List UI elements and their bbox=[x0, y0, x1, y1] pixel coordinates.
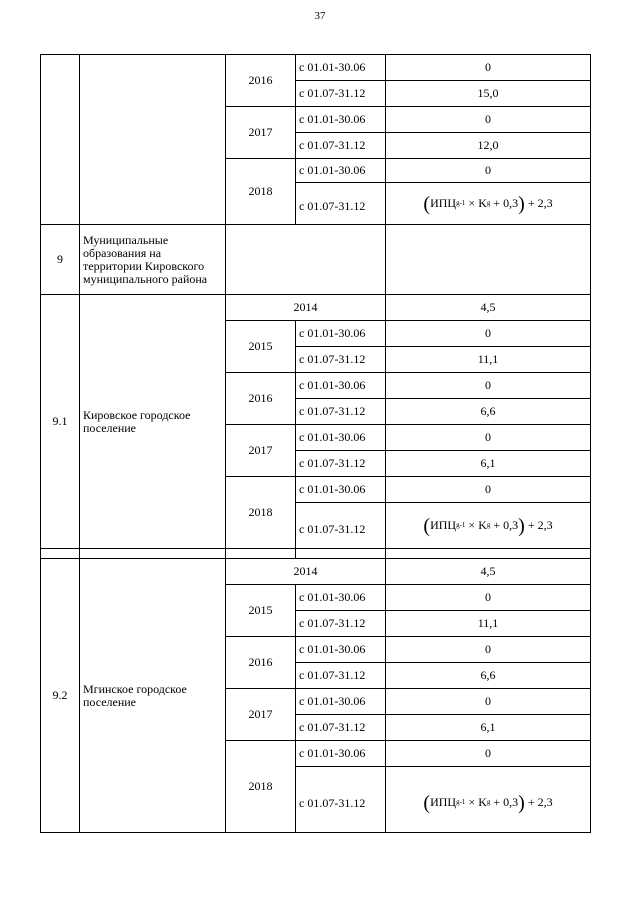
period-cell: с 01.01-30.06 bbox=[296, 477, 386, 503]
empty-cell bbox=[226, 549, 296, 559]
period-cell: с 01.07-31.12 bbox=[296, 81, 386, 107]
formula-plus: + 0,3 bbox=[493, 795, 519, 809]
name-cell bbox=[80, 55, 226, 225]
formula-cell bbox=[386, 767, 591, 833]
formula-ipc-sub: g-1 bbox=[456, 521, 466, 529]
value-cell: 6,1 bbox=[386, 715, 591, 741]
period-cell: с 01.07-31.12 bbox=[296, 451, 386, 477]
value-cell: 0 bbox=[386, 689, 591, 715]
period-cell: с 01.01-30.06 bbox=[296, 741, 386, 767]
period-cell: с 01.01-30.06 bbox=[296, 425, 386, 451]
empty-cell bbox=[296, 549, 386, 559]
period-cell: с 01.07-31.12 bbox=[296, 347, 386, 373]
page-number: 37 bbox=[314, 10, 326, 22]
tariff-table bbox=[40, 54, 591, 833]
value-cell: 11,1 bbox=[386, 347, 591, 373]
formula-times-k: × K bbox=[468, 795, 487, 809]
formula-times-k: × K bbox=[468, 518, 487, 532]
table-row bbox=[41, 559, 591, 585]
period-cell: с 01.01-30.06 bbox=[296, 321, 386, 347]
period-cell: с 01.07-31.12 bbox=[296, 663, 386, 689]
year-cell: 2014 bbox=[226, 559, 386, 585]
period-cell: с 01.07-31.12 bbox=[296, 133, 386, 159]
period-cell: с 01.01-30.06 bbox=[296, 585, 386, 611]
year-cell: 2014 bbox=[226, 295, 386, 321]
formula-k-sub: g bbox=[486, 798, 491, 806]
year-cell: 2015 bbox=[226, 321, 296, 373]
value-cell: 0 bbox=[386, 585, 591, 611]
value-cell: 4,5 bbox=[386, 559, 591, 585]
period-cell: с 01.01-30.06 bbox=[296, 159, 386, 183]
year-cell: 2016 bbox=[226, 373, 296, 425]
empty-cell bbox=[386, 225, 591, 295]
value-cell: 0 bbox=[386, 107, 591, 133]
value-cell: 12,0 bbox=[386, 133, 591, 159]
formula-tail: + 2,3 bbox=[527, 795, 553, 809]
period-cell: с 01.01-30.06 bbox=[296, 637, 386, 663]
value-cell: 15,0 bbox=[386, 81, 591, 107]
period-cell: с 01.07-31.12 bbox=[296, 767, 386, 833]
formula-cell bbox=[386, 183, 591, 225]
value-cell: 0 bbox=[386, 373, 591, 399]
spacer-row bbox=[41, 549, 591, 559]
num-cell bbox=[41, 55, 80, 225]
year-cell: 2016 bbox=[226, 55, 296, 107]
value-cell: 11,1 bbox=[386, 611, 591, 637]
value-cell: 0 bbox=[386, 321, 591, 347]
formula-times-k: × K bbox=[468, 196, 487, 210]
value-cell: 6,6 bbox=[386, 399, 591, 425]
section-name: Муниципальные образования на территории Кировского муниципального района bbox=[80, 225, 226, 295]
period-cell: с 01.07-31.12 bbox=[296, 399, 386, 425]
table-row bbox=[41, 295, 591, 321]
formula: ( ИПЦ g-1 × K g + 0,3 ) + 2,3 bbox=[423, 514, 553, 537]
formula-ipc: ИПЦ bbox=[430, 795, 457, 809]
value-cell: 0 bbox=[386, 55, 591, 81]
formula-k-sub: g bbox=[486, 521, 491, 529]
formula: ( ИПЦ g-1 × K g + 0,3 ) + 2,3 bbox=[423, 192, 553, 215]
period-cell: с 01.07-31.12 bbox=[296, 611, 386, 637]
formula-ipc: ИПЦ bbox=[430, 518, 457, 532]
value-cell: 0 bbox=[386, 741, 591, 767]
table-row bbox=[41, 225, 591, 295]
year-cell: 2018 bbox=[226, 159, 296, 225]
value-cell: 0 bbox=[386, 425, 591, 451]
period-cell: с 01.01-30.06 bbox=[296, 55, 386, 81]
empty-cell bbox=[226, 225, 386, 295]
year-cell: 2018 bbox=[226, 741, 296, 833]
period-cell: с 01.07-31.12 bbox=[296, 503, 386, 549]
value-cell: 4,5 bbox=[386, 295, 591, 321]
value-cell: 6,1 bbox=[386, 451, 591, 477]
year-cell: 2017 bbox=[226, 107, 296, 159]
formula-cell bbox=[386, 503, 591, 549]
formula: ( ИПЦ g-1 × K g + 0,3 ) + 2,3 bbox=[423, 791, 553, 814]
formula-ipc-sub: g-1 bbox=[456, 798, 466, 806]
section-name: Мгинское городское поселение bbox=[80, 559, 226, 833]
empty-cell bbox=[80, 549, 226, 559]
formula-tail: + 2,3 bbox=[527, 196, 553, 210]
formula-ipc: ИПЦ bbox=[430, 196, 457, 210]
year-cell: 2018 bbox=[226, 477, 296, 549]
value-cell: 0 bbox=[386, 159, 591, 183]
value-cell: 6,6 bbox=[386, 663, 591, 689]
year-cell: 2017 bbox=[226, 425, 296, 477]
formula-plus: + 0,3 bbox=[493, 518, 519, 532]
section-num: 9.1 bbox=[41, 295, 80, 549]
formula-plus: + 0,3 bbox=[493, 196, 519, 210]
value-cell: 0 bbox=[386, 637, 591, 663]
year-cell: 2017 bbox=[226, 689, 296, 741]
formula-tail: + 2,3 bbox=[527, 518, 553, 532]
section-name: Кировское городское поселение bbox=[80, 295, 226, 549]
period-cell: с 01.07-31.12 bbox=[296, 715, 386, 741]
year-cell: 2015 bbox=[226, 585, 296, 637]
period-cell: с 01.01-30.06 bbox=[296, 373, 386, 399]
formula-ipc-sub: g-1 bbox=[456, 199, 466, 207]
empty-cell bbox=[386, 549, 591, 559]
value-cell: 0 bbox=[386, 477, 591, 503]
section-num: 9 bbox=[41, 225, 80, 295]
formula-k-sub: g bbox=[486, 199, 491, 207]
period-cell: с 01.01-30.06 bbox=[296, 107, 386, 133]
period-cell: с 01.01-30.06 bbox=[296, 689, 386, 715]
period-cell: с 01.07-31.12 bbox=[296, 183, 386, 225]
table-row bbox=[41, 55, 591, 81]
empty-cell bbox=[41, 549, 80, 559]
year-cell: 2016 bbox=[226, 637, 296, 689]
section-num: 9.2 bbox=[41, 559, 80, 833]
